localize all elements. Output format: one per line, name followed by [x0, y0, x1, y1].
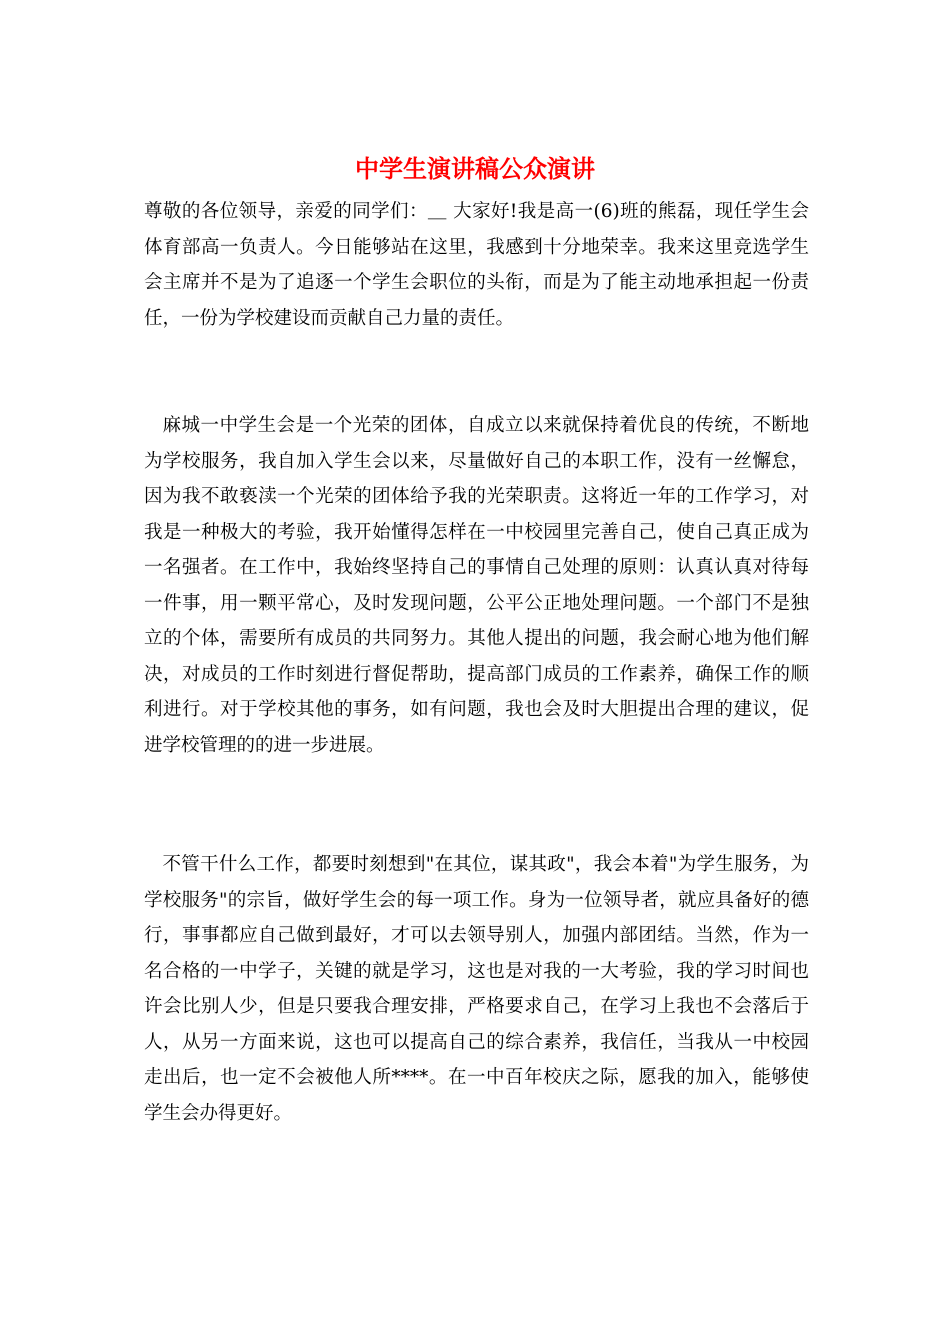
- paragraph-2: 麻城一中学生会是一个光荣的团体，自成立以来就保持着优良的传统，不断地为学校服务，我自加入学生会以来，尽量做好自己的本职工作，没有一丝懈怠，因为我不敢亵渎一个光荣的团体给予我的光荣职责。这将近一年的工作学习，对我是一种极大的考验，我开始懂得怎样在一中校园里完善自己，使自己真正成为一名强者。在工作中，我始终坚持自己的事情自己处理的原则：认真认真对待每一件事，用一颗平常心，及时发现问题，公平公正地处理问题。一个部门不是独立的个体，需要所有成员的共同努力。其他人提出的问题，我会耐心地为他们解决，对成员的工作时刻进行督促帮助，提高部门成员的工作素养，确保工作的顺利进行。对于学校其他的事务，如有问题，我也会及时大胆提出合理的建议，促进学校管理的的进一步进展。: [144, 415, 809, 756]
- paragraph-1: 尊敬的各位领导，亲爱的同学们：＿ 大家好!我是高一(6)班的熊磊，现任学生会体育部高一负责人。今日能够站在这里，我感到十分地荣幸。我来这里竞选学生会主席并不是为了追逐一个学生会职位的头衔，而是为了能主动地承担起一份责任，一份为学校建设而贡献自己力量的责任。: [144, 201, 809, 329]
- document-title: 中学生演讲稿公众演讲: [355, 154, 595, 183]
- paragraph-3: 不管干什么工作，都要时刻想到"在其位，谋其政"，我会本着"为学生服务，为学校服务"的宗旨，做好学生会的每一项工作。身为一位领导者，就应具备好的德行，事事都应自己做到最好，才可以去领导别人，加强内部团结。当然，作为一名合格的一中学子，关键的就是学习，这也是对我的一大考验，我的学习时间也许会比别人少，但是只要我合理安排，严格要求自己，在学习上我也不会落后于人，从另一方面来说，这也可以提高自己的综合素养，我信任，当我从一中校园走出后，也一定不会被他人所****。在一中百年校庆之际，愿我的加入，能够使学生会办得更好。: [144, 854, 809, 1124]
